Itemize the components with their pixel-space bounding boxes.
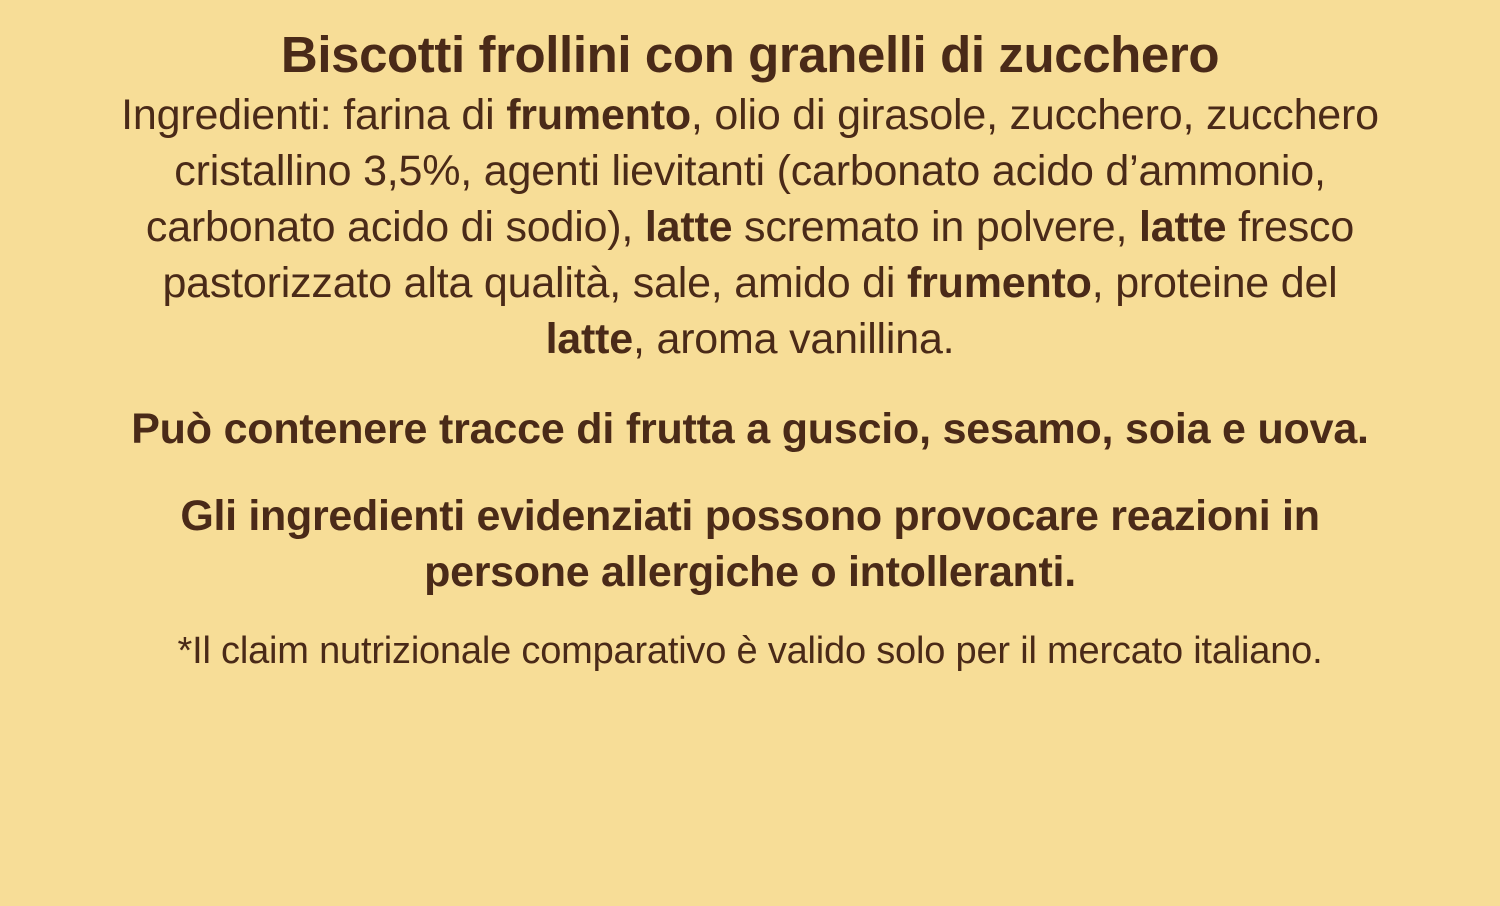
page-title: Biscotti frollini con granelli di zucchero	[280, 26, 1220, 83]
ingredient-text: fresco pastorizzato alta qualità, sale, amido di	[162, 202, 1355, 307]
traces-statement: Può contenere tracce di frutta a guscio, sesamo, soia e uova.	[131, 404, 1369, 453]
allergen-token: frumento	[506, 91, 691, 140]
ingredient-text: , aroma vanillina.	[632, 314, 955, 363]
allergen-token: latte	[545, 314, 633, 363]
ingredients-list	[110, 88, 1390, 367]
allergen-warning: Gli ingredienti evidenziati possono provocare reazioni in persone allergiche o intolleranti.	[180, 492, 1320, 597]
allergen-token: latte	[644, 202, 733, 251]
allergen-token: latte	[1138, 202, 1227, 251]
allergen-token: frumento	[906, 258, 1092, 307]
nutritional-claim-footnote: *Il claim nutrizionale comparativo è valido solo per il mercato italiano.	[177, 630, 1323, 673]
ingredient-text: scremato in polvere,	[732, 202, 1139, 251]
ingredient-text: , olio di girasole, zucchero, zucchero cristallino 3,5%, agenti lievitanti (carbonato acido d’ammonio, carbonato acido di sodio),	[145, 91, 1379, 251]
ingredient-text: , proteine del	[1091, 258, 1338, 307]
ingredient-text: Ingredienti: farina di	[121, 91, 507, 140]
